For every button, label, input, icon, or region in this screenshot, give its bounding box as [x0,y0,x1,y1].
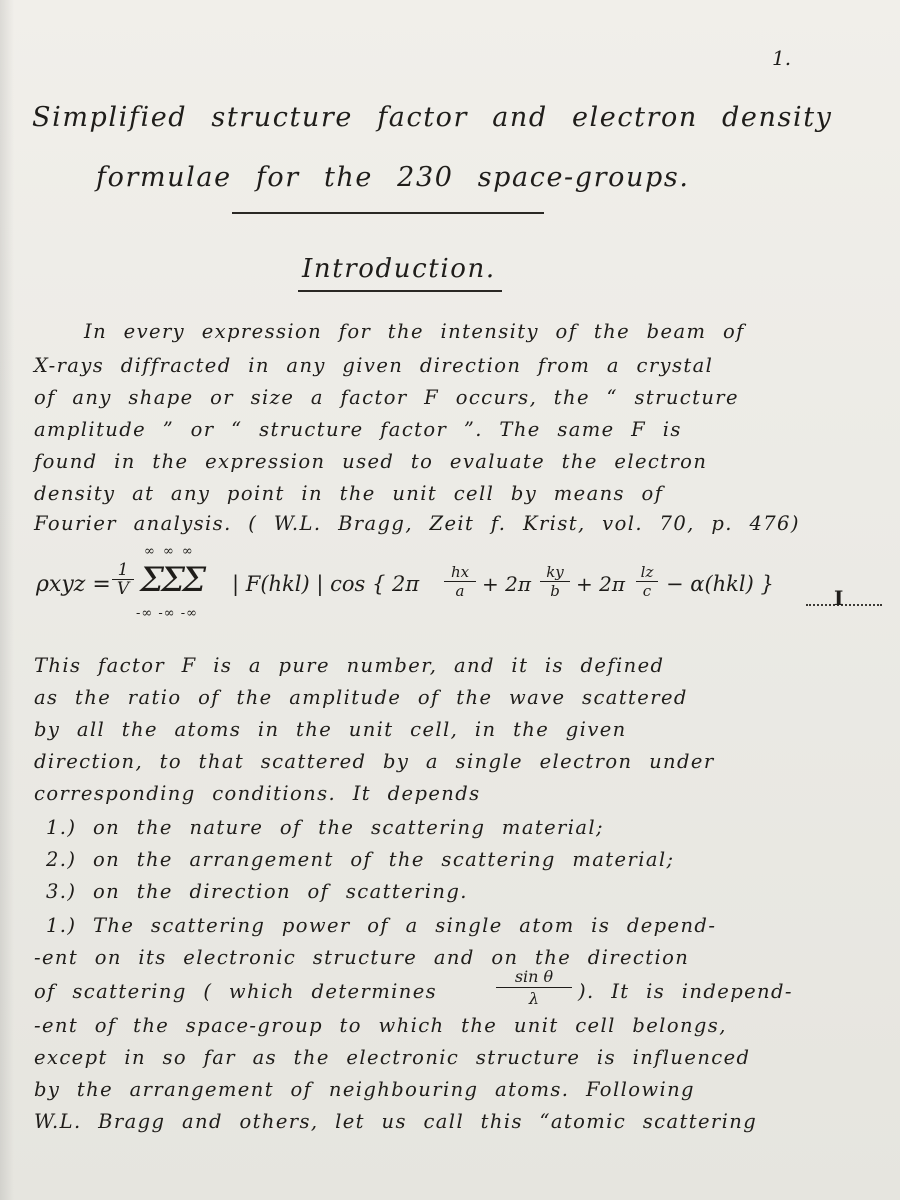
body-line-1: This factor F is a pure number, and it is defined [34,654,665,677]
title-line-1: Simplified structure factor and electron density [32,102,833,133]
body-line-5: corresponding conditions. It depends [34,782,481,805]
lambda: λ [528,989,540,1008]
formula-plus-2: + 2π [576,572,625,596]
formula-inverse-volume [112,562,134,597]
intro-line-7: Fourier analysis. ( W.L. Bragg, Zeit f. Krist, vol. 70, p. 476) [34,512,800,535]
body-line-13: except in so far as the electronic structure is influenced [34,1046,751,1069]
inverse-numerator: 1 [117,560,129,580]
dotted-leader [806,604,882,606]
body-line-14: by the arrangement of neighbouring atoms. Following [34,1078,695,1101]
list-item-3: 3.) on the direction of scattering. [46,880,468,903]
intro-line-4: amplitude ” or “ structure factor ”. The same F is [34,418,682,441]
formula-body-start: | F(hkl) | cos { 2π [232,572,420,596]
body-line-15: W.L. Bragg and others, let us call this “atomic scattering [34,1110,758,1133]
body-line-12: -ent of the space-group to which the unit cell belongs, [34,1014,727,1037]
sin-theta: sin θ [514,967,554,986]
formula-lhs: ρxyz = [36,572,111,597]
intro-line-3: of any shape or size a factor F occurs, the “ structure [34,386,739,409]
body-line-11a: of scattering ( which determines [34,980,438,1003]
intro-line-2: X-rays diffracted in any given direction from a crystal [34,354,714,377]
intro-line-1: In every expression for the intensity of the beam of [84,320,745,343]
inverse-denominator: V [116,579,130,599]
formula-tail: − α(hkl) } [666,572,774,596]
sum-upper-limits: ∞ ∞ ∞ [144,544,195,559]
intro-line-6: density at any point in the unit cell by means of [34,482,664,505]
intro-line-5: found in the expression used to evaluate the electron [34,450,708,473]
triple-sum: ΣΣΣ [140,560,204,600]
sum-lower-limits: -∞ -∞ -∞ [136,606,198,621]
section-heading-underline [298,290,502,292]
sin-theta-over-lambda [496,968,572,1007]
list-item-1: 1.) on the nature of the scattering material; [46,816,605,839]
formula-plus-1: + 2π [482,572,531,596]
title-line-2: formulae for the 230 space-groups. [96,162,690,193]
page-number: 1. [772,46,792,70]
body-line-9: 1.) The scattering power of a single atom is depend- [46,914,717,937]
fraction-ky-b: ky b [540,564,570,599]
body-line-4: direction, to that scattered by a single electron under [34,750,715,773]
body-line-10: -ent on its electronic structure and on the direction [34,946,690,969]
body-line-3: by all the atoms in the unit cell, in the given [34,718,627,741]
formula-label: I [834,586,844,610]
fraction-lz-c: lz c [636,564,658,599]
list-item-2: 2.) on the arrangement of the scattering material; [46,848,675,871]
fraction-hx-a: hx a [444,564,476,599]
electron-density-formula [36,544,866,628]
section-heading: Introduction. [302,254,496,284]
body-line-2: as the ratio of the amplitude of the wave scattered [34,686,688,709]
title-rule [232,212,544,214]
body-line-11b: ). It is independ- [578,980,793,1003]
